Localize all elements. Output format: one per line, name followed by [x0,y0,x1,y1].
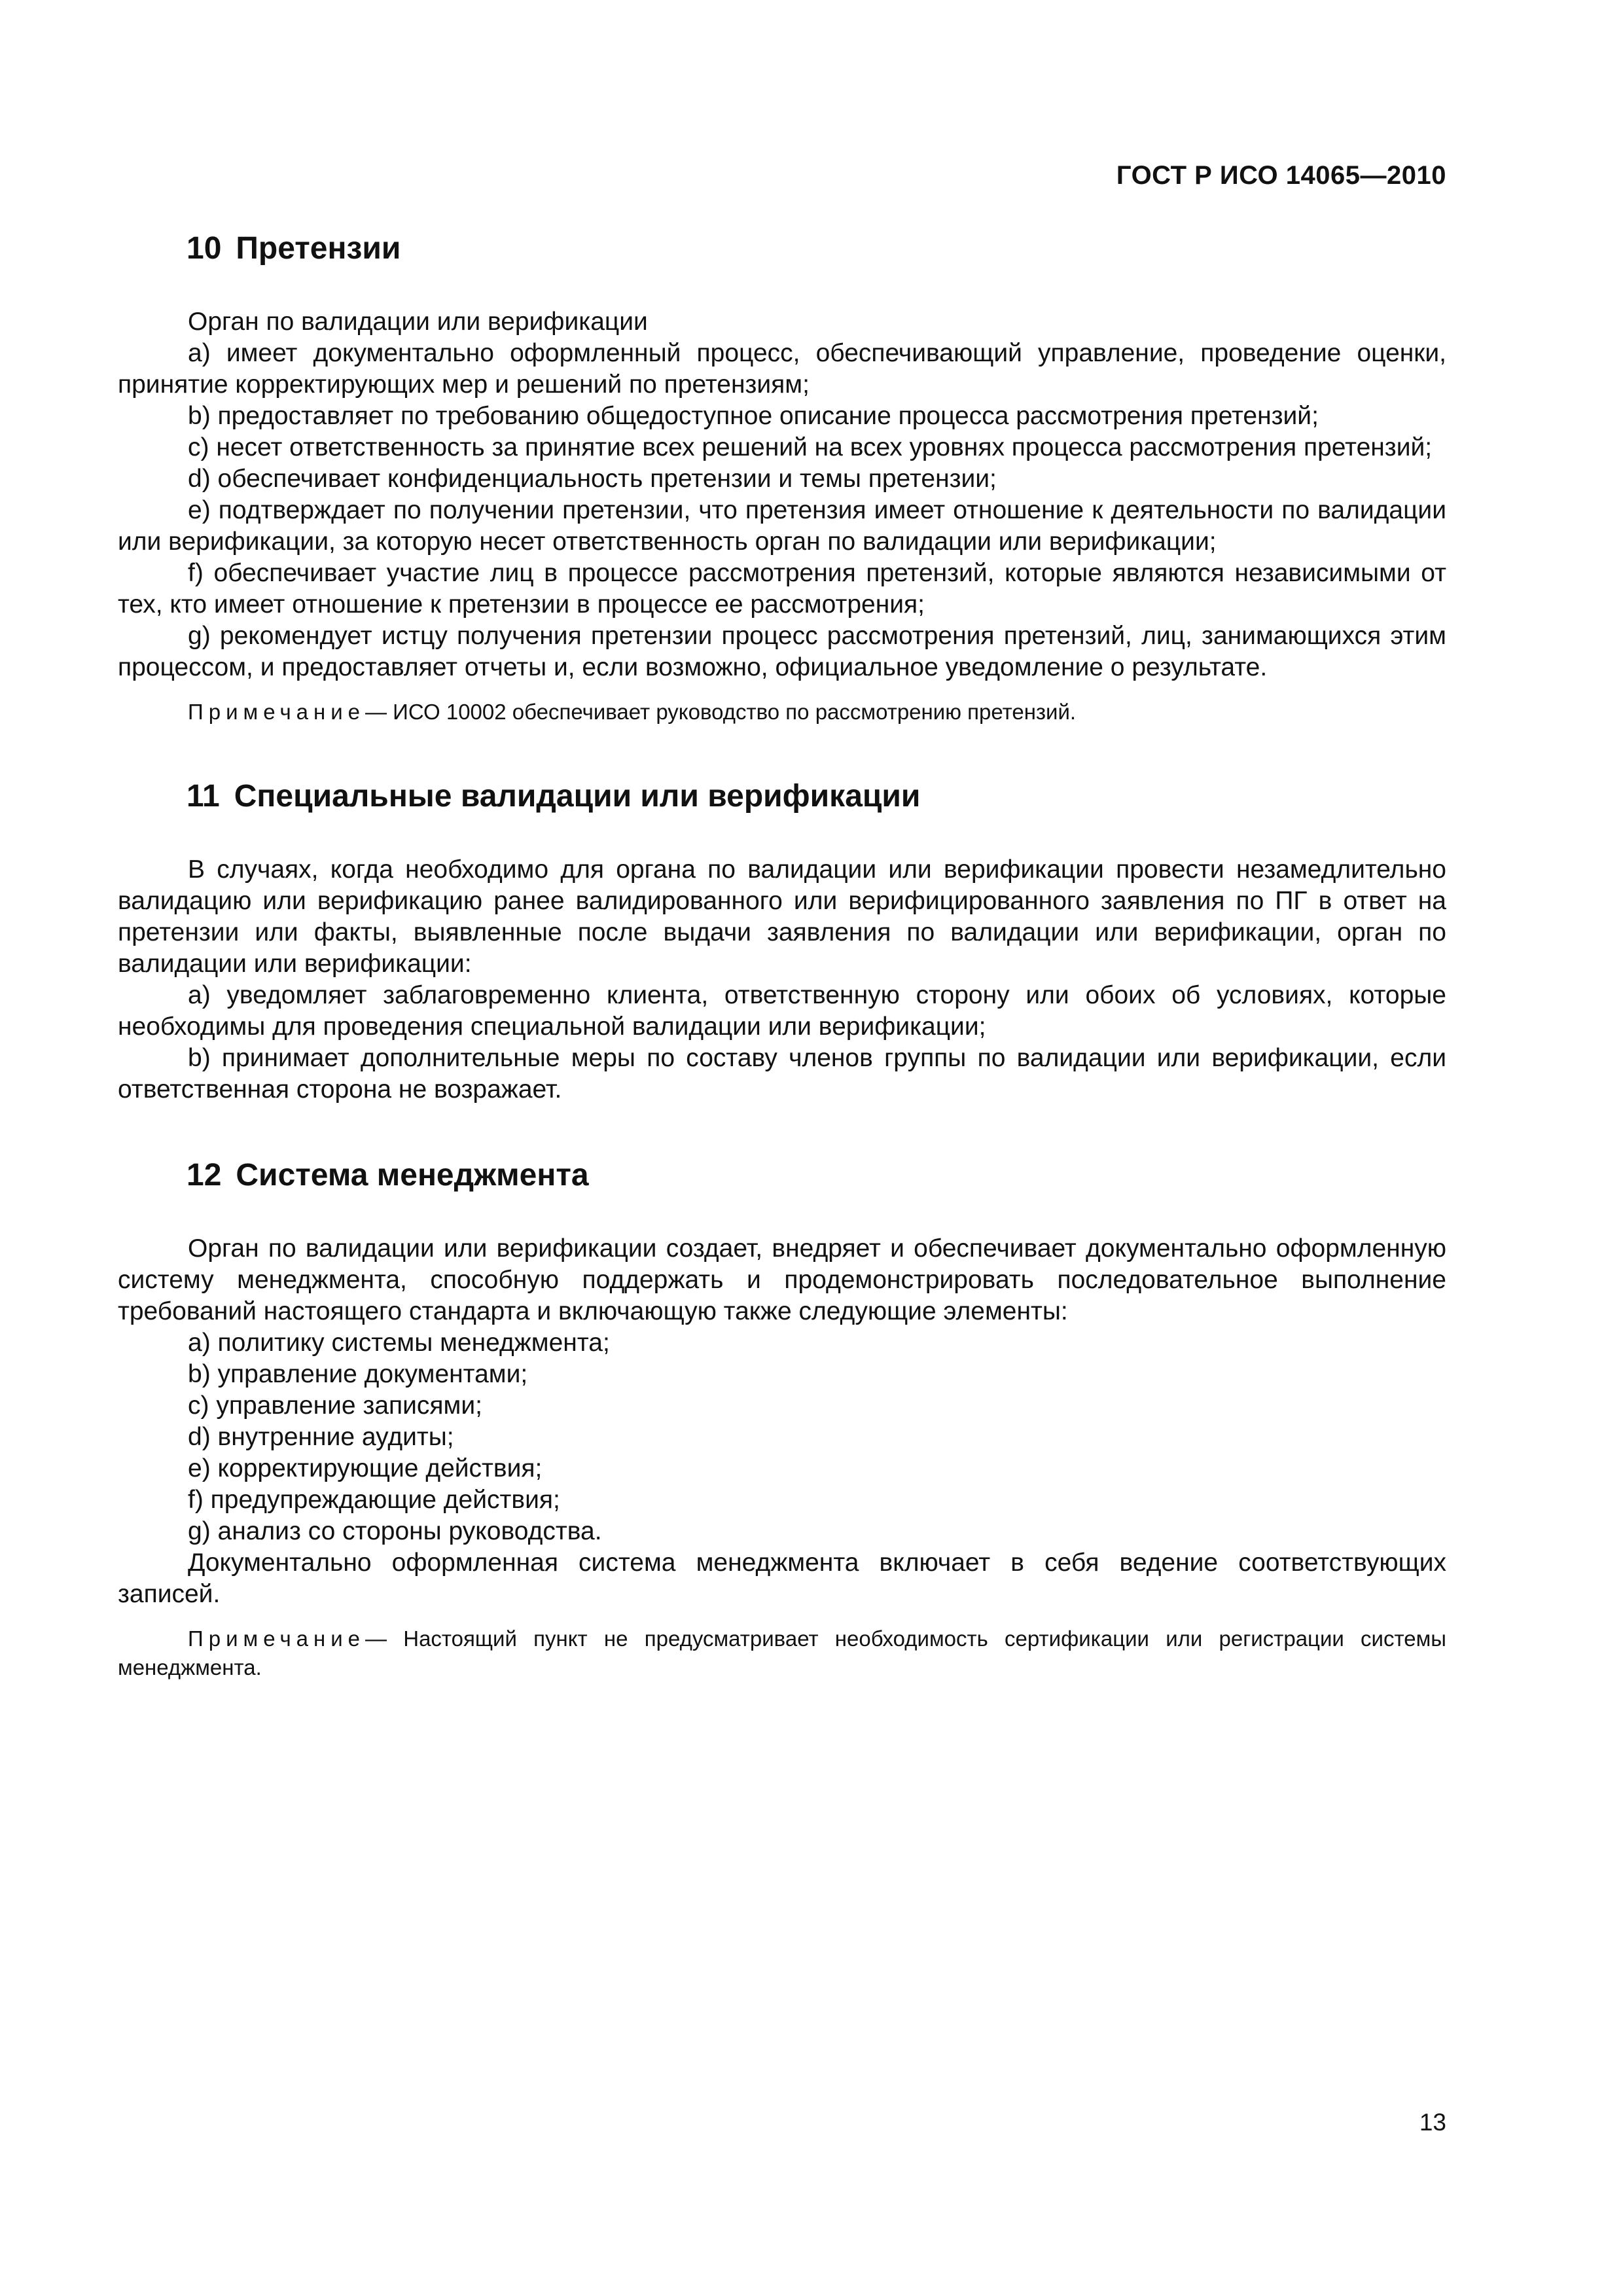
list-item: g) рекомендует истцу получения претензии процесс рассмотрения претензий, лиц, занимающихся этим процессом, и предоставляет отчеты и, если возможно, официальное уведомление о результате. [118,622,1446,681]
list-item: c) управление записями; [188,1391,482,1420]
list-item: е) подтверждает по получении претензии, что претензия имеет отношение к деятельности по валидации или верификации, за которую несет ответственность орган по валидации или верификации; [118,496,1446,556]
section-number: 10 [187,231,222,266]
section-title: Претензии [236,231,401,266]
paragraph: Документально оформленная система менеджмента включает в себя ведение соответствующих записей. [118,1549,1446,1608]
list-item: g) анализ со стороны руководства. [188,1517,602,1545]
list-item: b) принимает дополнительные меры по составу членов группы по валидации или верификации, если ответственная сторона не возражает. [118,1044,1446,1103]
section-number: 12 [187,1158,222,1193]
section-heading [118,226,1446,272]
note-label: Примечание [188,700,366,724]
list-item: c) несет ответственность за принятие всех решений на всех уровнях процесса рассмотрения претензий; [188,433,1433,461]
list-item: а) политику системы менеджмента; [188,1329,610,1357]
list-item: f) обеспечивает участие лиц в процессе рассмотрения претензий, которые являются независимыми от тех, кто имеет отношение к претензии в процессе ее рассмотрения; [118,559,1446,619]
list-item: d) внутренние аудиты; [188,1423,454,1451]
list-item: а) уведомляет заблаговременно клиента, ответственную сторону или обоих об условиях, которые необходимы для проведения специальной валидации или верификации; [118,981,1446,1041]
note-label: Примечание [188,1626,366,1651]
list-item: d) обеспечивает конфиденциальность претензии и темы претензии; [188,465,997,493]
paragraph: Орган по валидации или верификации [188,308,648,336]
paragraph: В случаях, когда необходимо для органа по валидации или верификации провести незамедлительно валидацию или верификацию ранее валидированного или верифицированного заявления по ПГ в ответ на претензии или факты, выявленные после выдачи заявления по валидации или верификации, орган по валидации или верификации: [118,855,1446,978]
list-item: b) управление документами; [188,1360,528,1388]
list-item: b) предоставляет по требованию общедоступное описание процесса рассмотрения претензий; [188,402,1319,430]
document-body [118,226,1446,1682]
note [118,1624,1446,1682]
section-title: Специальные валидации или верификации [234,779,921,814]
note-text: — Настоящий пункт не предусматривает необходимость сертификации или регистрации системы менеджмента. [118,1626,1446,1679]
list-item: е) корректирующие действия; [188,1454,543,1482]
list-item: а) имеет документально оформленный процесс, обеспечивающий управление, проведение оценки, принятие корректирующих мер и решений по претензиям; [118,339,1446,399]
paragraph: Орган по валидации или верификации создает, внедряет и обеспечивает документально оформленную систему менеджмента, способную поддержать и продемонстрировать последовательное выполнение требований настоящего стандарта и включающую также следующие элементы: [118,1234,1446,1325]
list-item: f) предупреждающие действия; [188,1486,560,1514]
section-heading [118,1153,1446,1198]
section-title: Система менеджмента [236,1158,589,1193]
section-number: 11 [187,779,220,814]
note-text: — ИСО 10002 обеспечивает руководство по рассмотрению претензий. [365,700,1077,724]
document-code: ГОСТ Р ИСО 14065—2010 [1116,161,1446,190]
note [118,698,1446,726]
page-number: 13 [1419,2109,1446,2136]
section-heading [118,774,1446,819]
